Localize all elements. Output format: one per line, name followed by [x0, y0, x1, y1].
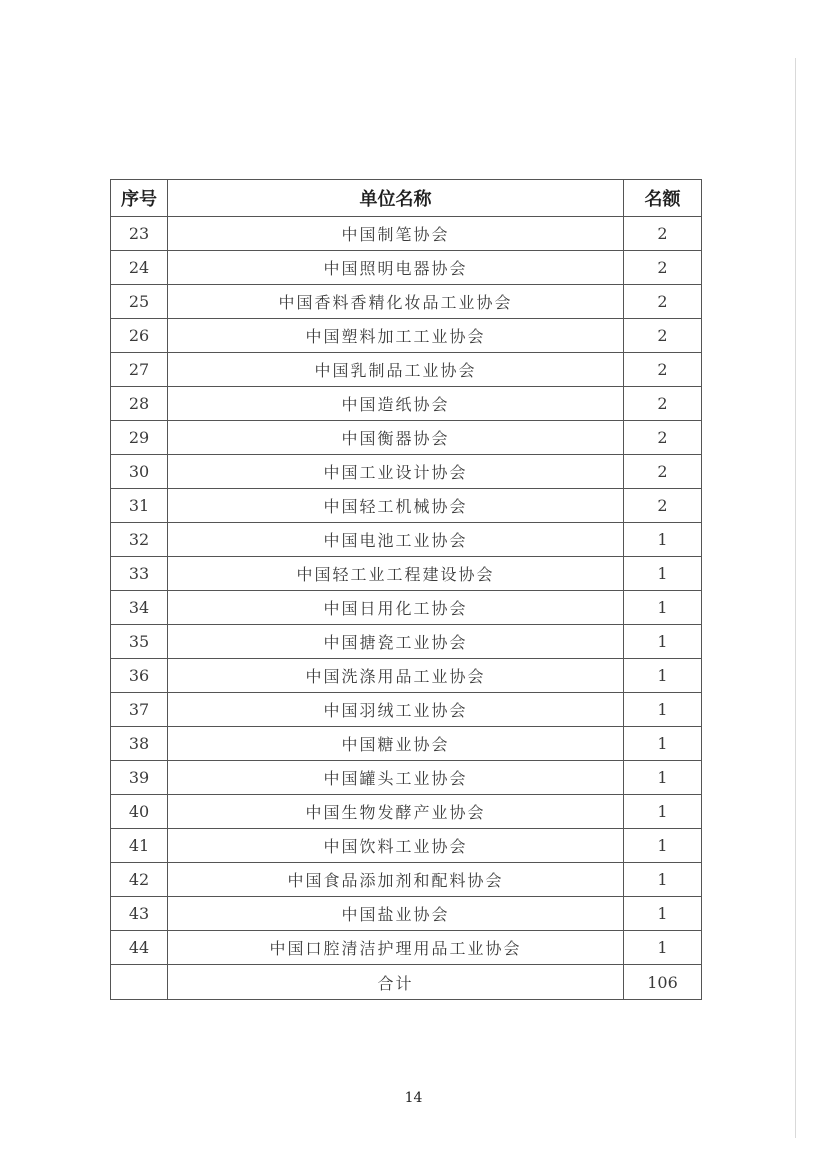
row-no: 32: [111, 523, 168, 557]
row-name: 中国照明电器协会: [168, 251, 624, 285]
row-quota: 2: [624, 251, 702, 285]
row-quota: 1: [624, 761, 702, 795]
row-quota: 2: [624, 217, 702, 251]
table-row: [111, 319, 702, 353]
row-quota: 1: [624, 625, 702, 659]
row-name: 中国口腔清洁护理用品工业协会: [168, 931, 624, 965]
row-no: 33: [111, 557, 168, 591]
page-edge-line: [795, 58, 796, 1138]
row-no: 44: [111, 931, 168, 965]
row-quota: 2: [624, 421, 702, 455]
row-name: 中国轻工业工程建设协会: [168, 557, 624, 591]
row-quota: 2: [624, 353, 702, 387]
row-name: 中国塑料加工工业协会: [168, 319, 624, 353]
table-row: [111, 387, 702, 421]
row-no: 35: [111, 625, 168, 659]
table-row: [111, 693, 702, 727]
row-no: 42: [111, 863, 168, 897]
table-row: [111, 829, 702, 863]
header-row: [111, 180, 702, 217]
row-no: 26: [111, 319, 168, 353]
row-name: 中国搪瓷工业协会: [168, 625, 624, 659]
table-row: [111, 285, 702, 319]
row-name: 中国工业设计协会: [168, 455, 624, 489]
table-row: [111, 761, 702, 795]
row-name: 中国衡器协会: [168, 421, 624, 455]
table-row: [111, 421, 702, 455]
row-quota: 1: [624, 795, 702, 829]
row-no: 25: [111, 285, 168, 319]
row-no: 37: [111, 693, 168, 727]
table-row: [111, 353, 702, 387]
row-no: 27: [111, 353, 168, 387]
total-label: 合计: [168, 965, 624, 1000]
row-quota: 1: [624, 931, 702, 965]
row-name: 中国饮料工业协会: [168, 829, 624, 863]
table-row: [111, 931, 702, 965]
table-row: [111, 251, 702, 285]
row-name: 中国轻工机械协会: [168, 489, 624, 523]
row-quota: 2: [624, 387, 702, 421]
row-name: 中国电池工业协会: [168, 523, 624, 557]
row-no: 23: [111, 217, 168, 251]
row-name: 中国香料香精化妆品工业协会: [168, 285, 624, 319]
row-no: 41: [111, 829, 168, 863]
header-no: 序号: [111, 180, 168, 217]
row-quota: 1: [624, 659, 702, 693]
table-body: [111, 217, 702, 965]
row-name: 中国生物发酵产业协会: [168, 795, 624, 829]
row-no: 34: [111, 591, 168, 625]
row-name: 中国食品添加剂和配料协会: [168, 863, 624, 897]
table-row: [111, 795, 702, 829]
row-name: 中国糖业协会: [168, 727, 624, 761]
row-quota: 1: [624, 863, 702, 897]
row-name: 中国盐业协会: [168, 897, 624, 931]
row-no: 38: [111, 727, 168, 761]
row-name: 中国羽绒工业协会: [168, 693, 624, 727]
header-name: 单位名称: [168, 180, 624, 217]
row-name: 中国日用化工协会: [168, 591, 624, 625]
row-no: 36: [111, 659, 168, 693]
table-row: [111, 727, 702, 761]
table-row: [111, 897, 702, 931]
row-no: 31: [111, 489, 168, 523]
row-no: 39: [111, 761, 168, 795]
row-no: 28: [111, 387, 168, 421]
row-no: 24: [111, 251, 168, 285]
table-row: [111, 455, 702, 489]
row-quota: 2: [624, 455, 702, 489]
row-quota: 2: [624, 285, 702, 319]
row-quota: 1: [624, 727, 702, 761]
table-row: [111, 557, 702, 591]
row-quota: 1: [624, 591, 702, 625]
row-name: 中国罐头工业协会: [168, 761, 624, 795]
row-quota: 1: [624, 829, 702, 863]
row-name: 中国制笔协会: [168, 217, 624, 251]
row-name: 中国造纸协会: [168, 387, 624, 421]
header-quota: 名额: [624, 180, 702, 217]
total-row: [111, 965, 702, 1000]
row-quota: 2: [624, 489, 702, 523]
table-row: [111, 625, 702, 659]
row-name: 中国乳制品工业协会: [168, 353, 624, 387]
row-quota: 1: [624, 693, 702, 727]
row-quota: 1: [624, 557, 702, 591]
row-quota: 1: [624, 523, 702, 557]
row-no: 40: [111, 795, 168, 829]
total-no-cell: [111, 965, 168, 1000]
page-number: 14: [404, 1090, 423, 1106]
row-name: 中国洗涤用品工业协会: [168, 659, 624, 693]
row-quota: 2: [624, 319, 702, 353]
row-no: 29: [111, 421, 168, 455]
table-row: [111, 217, 702, 251]
total-quota: 106: [624, 965, 702, 1000]
table-row: [111, 489, 702, 523]
row-no: 43: [111, 897, 168, 931]
table-row: [111, 591, 702, 625]
table-row: [111, 523, 702, 557]
row-no: 30: [111, 455, 168, 489]
row-quota: 1: [624, 897, 702, 931]
table-row: [111, 863, 702, 897]
table-row: [111, 659, 702, 693]
quota-table: [110, 179, 702, 1000]
